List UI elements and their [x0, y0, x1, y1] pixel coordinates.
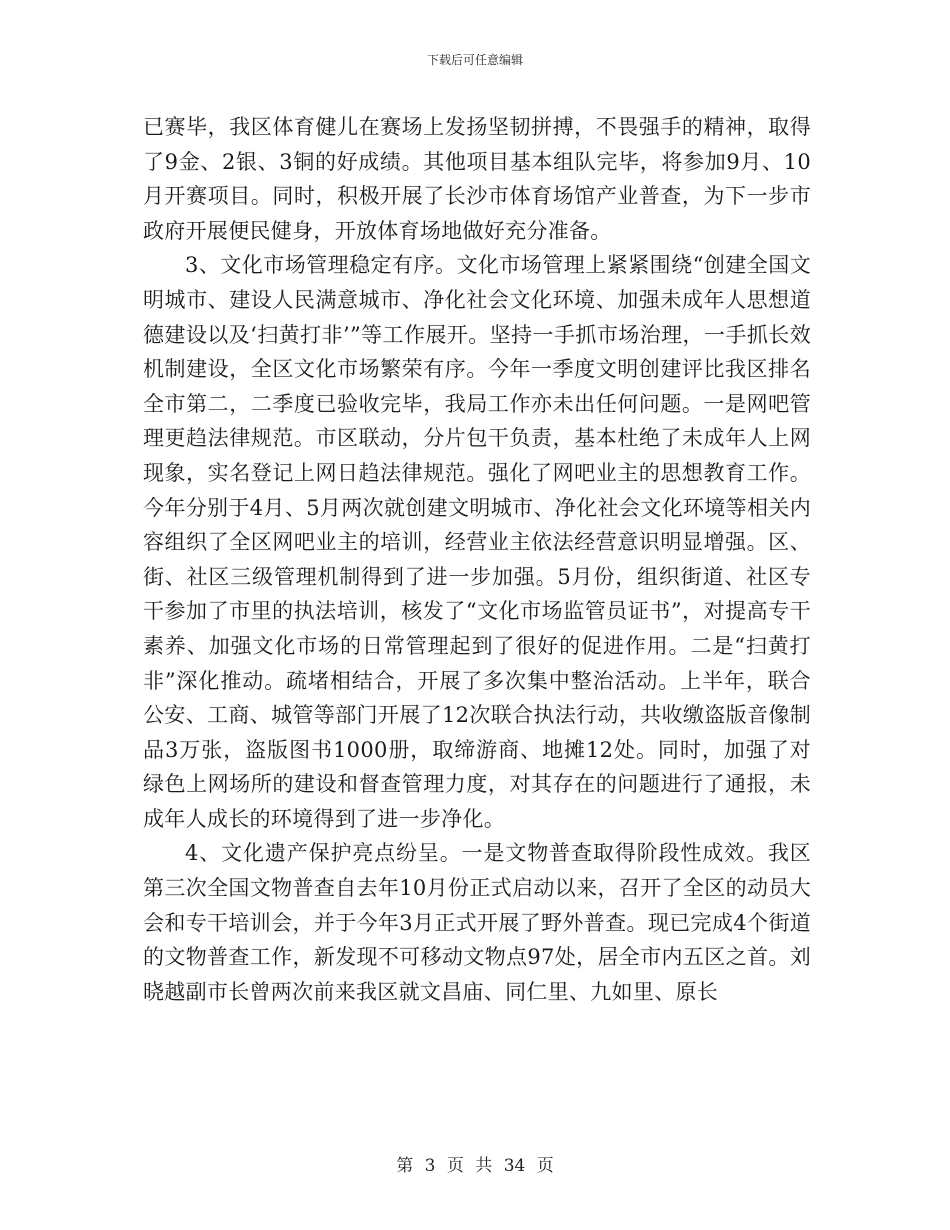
paragraph-heritage-protection: 4、文化遗产保护亮点纷呈。一是文物普查取得阶段性成效。我区第三次全国文物普查自去年10月份正式启动以来，召开了全区的动员大会和专干培训会，并于今年3月正式开展了野外普查。现已完成4个街道的文物普查工作，新发现不可移动文物点97处，居全市内五区之首。刘晓越副市长曾两次前来我区就文昌庙、同仁里、九如里、原长	[143, 841, 811, 1004]
paragraph-culture-market: 3、文化市场管理稳定有序。文化市场管理上紧紧围绕“创建全国文明城市、建设人民满意城市、净化社会文化环境、加强未成年人思想道德建设以及‘扫黄打非’”等工作展开。坚持一手抓市场治理，一手抓长效机制建设，全区文化市场繁荣有序。今年一季度文明创建评比我区排名全市第二，二季度已验收完毕，我局工作亦未出任何问题。一是网吧管理更趋法律规范。市区联动，分片包干负责，基本杜绝了未成年人上网现象，实名登记上网日趋法律规范。强化了网吧业主的思想教育工作。今年分别于4月、5月两次就创建文明城市、净化社会文化环境等相关内容组织了全区网吧业主的培训，经营业主依法经营意识明显增强。区、街、社区三级管理机制得到了进一步加强。5月份，组织街道、社区专干参加了市里的执法培训，核发了“文化市场监管员证书”，对提高专干素养、加强文化市场的日常管理起到了很好的促进作用。二是“扫黄打非”深化推动。疏堵相结合，开展了多次集中整治活动。上半年，联合公安、工商、城管等部门开展了12次联合执法行动，共收缴盗版音像制品3万张，盗版图书1000册，取缔游商、地摊12处。同时，加强了对绿色上网场所的建设和督查管理力度，对其存在的问题进行了通报，未成年人成长的环境得到了进一步净化。	[143, 253, 811, 831]
page-number-footer: 第 3 页 共 34 页	[396, 1156, 554, 1176]
document-body	[143, 110, 811, 1009]
paragraph-continuation: 已赛毕，我区体育健儿在赛场上发扬坚韧拼搏，不畏强手的精神，取得了9金、2银、3铜的好成绩。其他项目基本组队完毕，将参加9月、10月开赛项目。同时，积极开展了长沙市体育场馆产业普查，为下一步市政府开展便民健身，开放体育场地做好充分准备。	[143, 115, 811, 243]
page-header: 下载后可任意编辑	[426, 53, 523, 67]
